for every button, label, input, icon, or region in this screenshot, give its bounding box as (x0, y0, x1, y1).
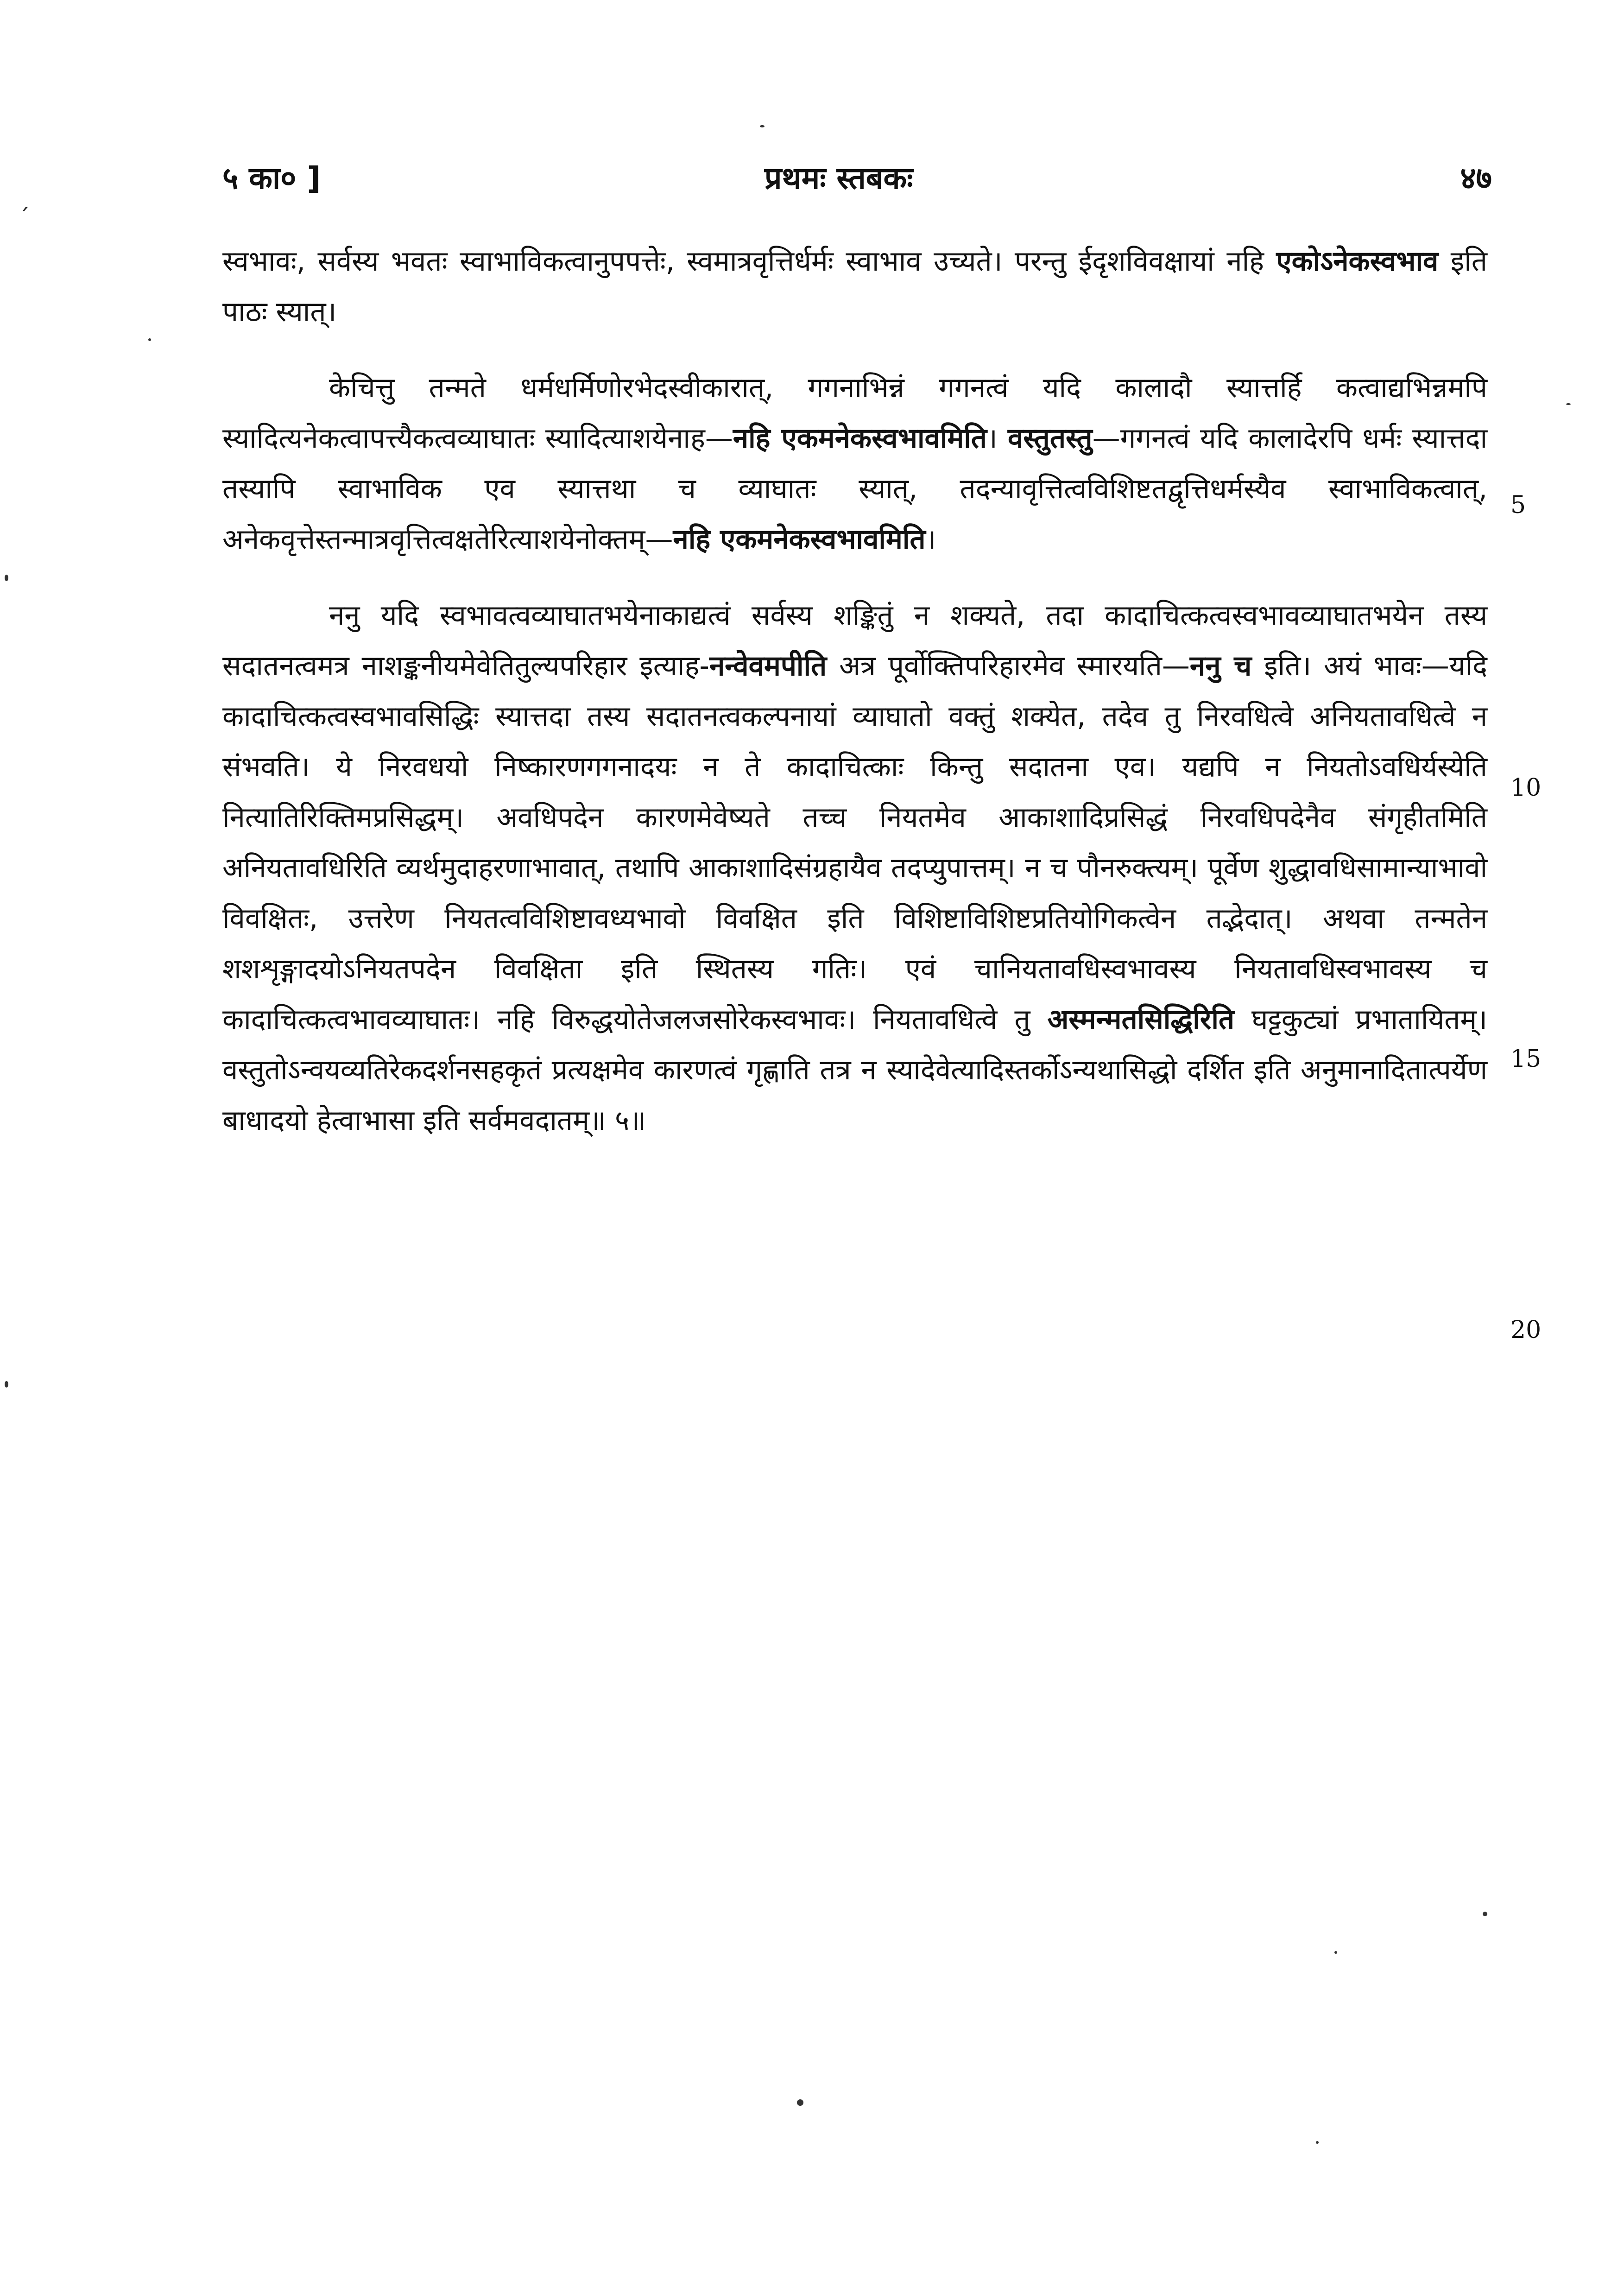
line-number: 10 (1510, 774, 1542, 802)
paragraph (222, 590, 1487, 1146)
text-run: इति पाठः स्यात्। (222, 245, 1487, 328)
header-chapter-title: प्रथमः स्तबकः (765, 160, 913, 196)
scan-speck (5, 575, 8, 581)
paragraph (222, 236, 1487, 337)
scan-speck (148, 338, 151, 341)
text-run: घट्टकुट्यां प्रभातायितम्। वस्तुतोऽन्वयव्यतिरेकदर्शनसहकृतं प्रत्यक्षमेव कारणत्वं गृह्णाति तत्र न स्यादेवेत्यादिस्तर्कोऽन्यथासिद्धो दर्शित इति अनुमानादितात्पर्येण बाधादयो हेत्वाभासा इति सर्वमवदातम्॥ ५॥ (222, 1003, 1487, 1137)
line-number: 20 (1510, 1316, 1542, 1344)
text-run: केचित्तु तन्मते धर्मधर्मिणोरभेदस्वीकारात्, गगनाभिन्नं गगनत्वं यदि कालादौ स्यात्तर्हि कत्वाद्यभिन्नमपि स्यादित्यनेकत्वापत्त्यैकत्वव्याघातः स्यादित्याशयेनाह— (222, 372, 1487, 455)
page-number: ४७ (1460, 160, 1492, 196)
scan-speck: ˏ (19, 185, 30, 211)
text-run-bold: नहि एकमनेकस्वभावमिति (733, 422, 987, 455)
text-run-bold: नन्वेवमपीति (709, 650, 827, 682)
text-run-bold: नहि एकमनेकस्वभावमिति (673, 523, 926, 556)
text-run: अत्र पूर्वोक्तिपरिहारमेव स्मारयति— (827, 650, 1190, 682)
text-run-bold: अस्मन्मतसिद्धिरिति (1047, 1003, 1235, 1036)
text-run: ननु यदि स्वभावत्वव्याघातभयेनाकाद्यत्वं सर्वस्य शङ्कितुं न शक्यते, तदा कादाचित्कत्वस्वभावव्याघातभयेन तस्य सदातनत्वमत्र नाशङ्कनीयमेवेतितुल्यपरिहार इत्याह- (222, 599, 1487, 682)
running-header (222, 153, 1492, 204)
text-run-bold: वस्तुतस्तु (1007, 422, 1093, 455)
text-run: —गगनत्वं यदि कालादेरपि धर्मः स्यात्तदा तस्यापि स्वाभाविक एव स्यात्तथा च व्याघातः स्यात्, तदन्यावृत्तित्वविशिष्टतद्वृत्तिधर्मस्यैव स्वाभाविकत्वात्, अनेकवृत्तेस्तन्मात्रवृत्तित्वक्षतेरित्याशयेनोक्तम्— (222, 422, 1487, 556)
text-run: इति। अयं भावः—यदि कादाचित्कत्वस्वभावसिद्धिः स्यात्तदा तस्य सदातनत्वकल्पनायां व्याघातो वक्तुं शक्येत, तदेव तु निरवधित्वे अनियतावधित्वे न संभवति। ये निरवधयो निष्कारणगगनादयः न ते कादाचित्काः किन्तु सदातना एव। यद्यपि न नियतोऽवधिर्यस्येति नित्यातिरिक्तिमप्रसिद्धम्। अवधिपदेन कारणमेवेष्यते तच्च नियतमेव आकाशादिप्रसिद्धं निरवधिपदेनैव संगृहीतमिति अनियतावधिरिति व्यर्थमुदाहरणाभावात्, तथापि आकाशादिसंग्रहायैव तदप्युपात्तम्। न च पौनरुक्त्यम्। पूर्वेण शुद्धावधिसामान्याभावो विवक्षितः, उत्तरेण नियतत्वविशिष्टावध्यभावो विवक्षित इति विशिष्टाविशिष्टप्रतियोगिकत्वेन तद्भेदात्। अथवा तन्मतेन शशशृङ्गादयोऽनियतपदेन विवक्षिता इति स्थितस्य गतिः। एवं चानियतावधिस्वभावस्य नियतावधिस्वभावस्य च कादाचित्कत्वभावव्याघातः। नहि विरुद्धयोतेजलजसोरेकस्वभावः। नियतावधित्वे तु (222, 650, 1487, 1036)
scan-speck (5, 1381, 8, 1388)
scan-speck (1334, 1951, 1337, 1954)
line-number-gutter (1510, 0, 1580, 2281)
paragraph (222, 363, 1487, 565)
text-run: । (987, 422, 1008, 455)
body-text (222, 236, 1487, 1146)
scan-speck (760, 125, 765, 127)
scan-speck (797, 2099, 803, 2106)
line-number: 5 (1510, 491, 1526, 519)
text-run: स्वभावः, सर्वस्य भवतः स्वाभाविकत्वानुपपत्तेः, स्वमात्रवृत्तिर्धर्मः स्वाभाव उच्यते। परन्तु ईदृशविवक्षायां नहि (222, 245, 1276, 278)
text-run-bold: एकोऽनेकस्वभाव (1276, 245, 1439, 278)
scan-speck (1483, 1912, 1487, 1916)
text-run-bold: ननु च (1189, 650, 1252, 682)
scan-speck (1566, 403, 1571, 405)
text-run: । (925, 523, 936, 556)
header-section-ref: ५ का० ] (222, 160, 321, 196)
scan-speck (1316, 2141, 1319, 2144)
line-number: 15 (1510, 1045, 1542, 1073)
